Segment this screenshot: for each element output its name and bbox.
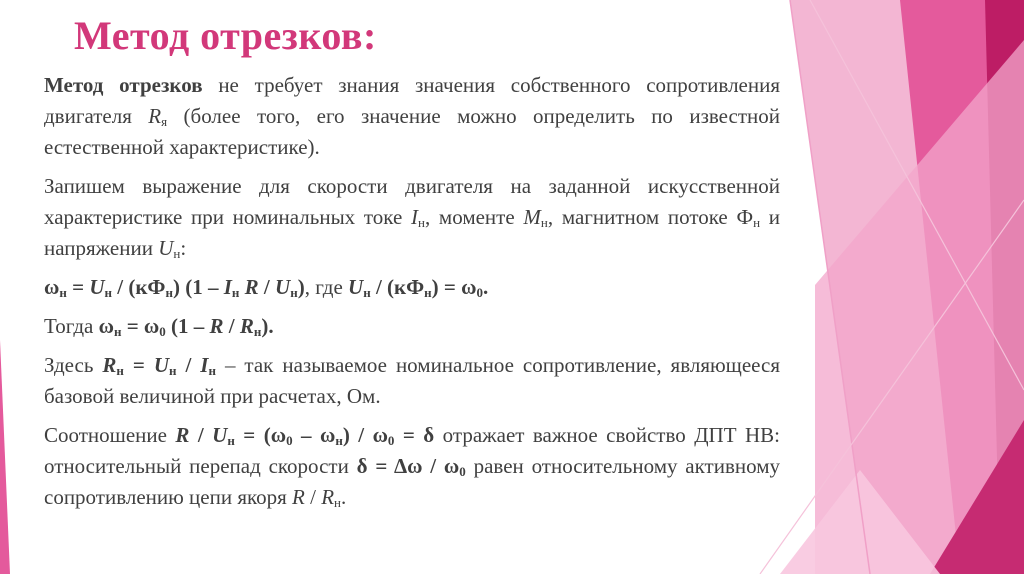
formula	[99, 314, 274, 338]
sub: н	[418, 215, 425, 230]
sub: н	[173, 246, 181, 261]
text: не требует знания значения собственного сопротивления двигателя	[44, 73, 781, 128]
text: Здесь	[44, 353, 103, 377]
var: R	[239, 314, 254, 338]
sub: 0	[387, 433, 395, 448]
sub: н	[290, 285, 298, 300]
sym: ω	[98, 314, 114, 338]
var: R	[209, 314, 224, 338]
sym: /	[189, 423, 213, 447]
sym: – ω	[292, 423, 336, 447]
var-i: I	[411, 205, 418, 229]
var-u: U	[158, 236, 174, 260]
sub: н	[227, 433, 235, 448]
var: U	[348, 275, 364, 299]
paragraph-nominal-resistance	[44, 350, 780, 412]
sub: я	[161, 114, 168, 129]
paragraph-intro	[44, 70, 780, 163]
sub: н	[253, 324, 262, 339]
sym: = ω	[121, 314, 160, 338]
sym: = (ω	[234, 423, 287, 447]
var: U	[153, 353, 170, 377]
sym: /	[176, 353, 201, 377]
var: U	[89, 275, 105, 299]
sym: ω	[44, 275, 60, 299]
slide-body	[44, 70, 780, 521]
text: (более того, его значение можно определить по известной естественной характеристике).	[44, 104, 780, 159]
sub: н	[116, 363, 124, 378]
text: и напряжении	[44, 205, 780, 260]
sub: н	[424, 285, 432, 300]
paragraph-expression	[44, 171, 780, 264]
sub: н	[113, 324, 122, 339]
sym: ) / ω	[342, 423, 388, 447]
sub: н	[165, 285, 173, 300]
text: .	[341, 485, 347, 509]
sub: н	[208, 363, 216, 378]
sub: н	[334, 495, 342, 510]
formula-left	[44, 275, 305, 299]
sym: /	[258, 275, 276, 299]
sub: 0	[476, 285, 483, 300]
equation-speed	[44, 272, 780, 303]
sym: ).	[261, 314, 274, 338]
text: /	[304, 485, 322, 509]
var-m: M	[523, 205, 541, 229]
formula	[175, 423, 434, 447]
slide-title: Метод отрезков:	[74, 13, 377, 58]
text: :	[180, 236, 187, 260]
formula	[102, 353, 216, 377]
var-r: R	[292, 485, 305, 509]
sub: н	[540, 215, 548, 230]
text: , где	[304, 275, 349, 299]
text: Соотношение	[44, 423, 176, 447]
sym: (1 –	[165, 314, 210, 338]
sym: /	[223, 314, 240, 338]
text: – так называемое номинальное сопротивление, являющееся базовой величиной при расчетах, Ом.	[44, 353, 780, 408]
sub: 0	[459, 464, 466, 479]
var: U	[212, 423, 228, 447]
paragraph-ratio	[44, 420, 780, 513]
sym: .	[482, 275, 489, 299]
term-method: Метод отрезков	[44, 73, 203, 97]
text: , магнитном потоке Ф	[547, 205, 754, 229]
var-r: R	[148, 104, 162, 128]
var: R	[175, 423, 190, 447]
formula-delta	[357, 454, 466, 478]
sym: / (кФ	[112, 275, 166, 299]
text: равен относительному активному сопротивлению цепи якоря	[44, 454, 781, 509]
sym: )	[297, 275, 305, 299]
sub: н	[231, 285, 240, 300]
sym: =	[123, 353, 154, 377]
decor-left-triangle	[0, 340, 10, 574]
sym: ) = ω	[431, 275, 477, 299]
sub: н	[169, 363, 177, 378]
var: R	[102, 353, 117, 377]
sub: 0	[159, 324, 166, 339]
text: Тогда	[44, 314, 99, 338]
sub: н	[363, 285, 371, 300]
sym: ) (1 –	[172, 275, 224, 299]
sym: =	[66, 275, 90, 299]
sym: δ = Δω / ω	[356, 454, 460, 478]
equation-then	[44, 311, 780, 342]
var: I	[200, 353, 209, 377]
sub: н	[59, 285, 67, 300]
var: I	[223, 275, 232, 299]
sub: н	[335, 433, 343, 448]
var-r: R	[321, 485, 335, 509]
var: U	[275, 275, 291, 299]
text: отражает важное свойство ДПТ НВ: относительный перепад скорости	[44, 423, 780, 478]
text: Запишем выражение для скорости двигателя на заданной искусственной характеристике при номинальных токе	[44, 174, 780, 229]
sub: н	[753, 215, 761, 230]
formula-right	[348, 275, 488, 299]
sym: / (кФ	[370, 275, 425, 299]
sub: н	[104, 285, 112, 300]
text: , моменте	[424, 205, 524, 229]
sub: 0	[286, 433, 293, 448]
var: R	[244, 275, 259, 299]
sym: = δ	[394, 423, 435, 447]
